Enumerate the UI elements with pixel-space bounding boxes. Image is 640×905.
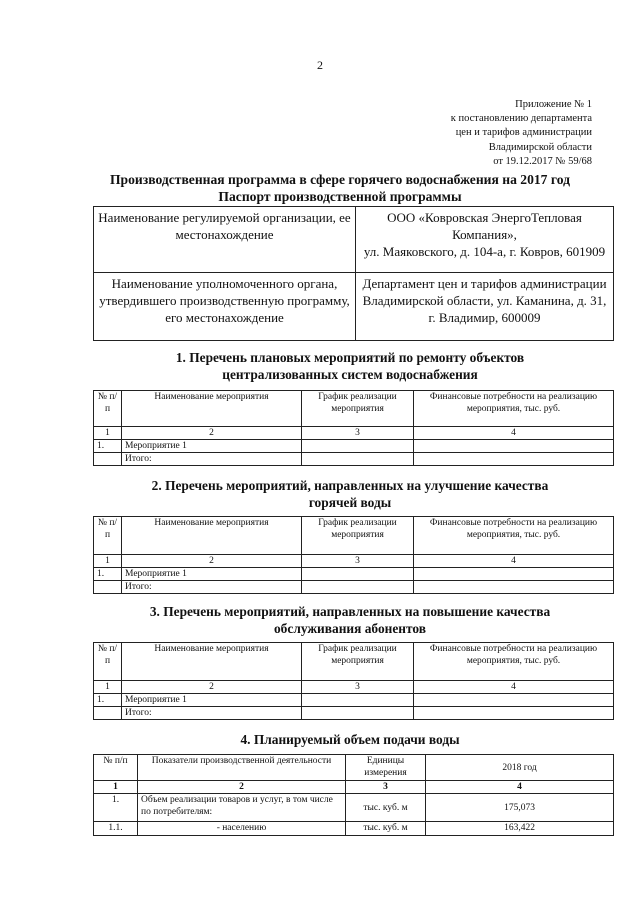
row-finance (414, 694, 614, 707)
col-number: 2 (122, 555, 302, 568)
row-num: 1.1. (94, 822, 138, 836)
total-schedule (302, 581, 414, 594)
appendix-line: к постановлению департамента (450, 113, 592, 125)
col-number: 3 (302, 427, 414, 440)
passport-table (93, 206, 614, 341)
col-number: 1 (94, 555, 122, 568)
appendix-block (402, 98, 592, 169)
section-2-heading-line2: горячей воды (308, 495, 392, 510)
header-finance: Финансовые потребности на реализацию мероприятия, тыс. руб. (414, 391, 614, 427)
passport-authority-address: г. Владимир, 600009 (428, 310, 541, 325)
row-num: 1. (94, 440, 122, 453)
header-indicator: Показатели производственной деятельности (138, 755, 346, 781)
section-3-heading-line2: обслуживания абонентов (273, 621, 427, 636)
col-number: 1 (94, 681, 122, 694)
header-finance: Финансовые потребности на реализацию мероприятия, тыс. руб. (414, 643, 614, 681)
row-schedule (302, 440, 414, 453)
header-finance: Финансовые потребности на реализацию мероприятия, тыс. руб. (414, 517, 614, 555)
header-unit: Единицы измерения (346, 755, 426, 781)
passport-org-label: Наименование регулируемой организации, ее местонахождение (94, 207, 356, 273)
section-4-table (93, 754, 614, 836)
header-schedule: График реализации мероприятия (302, 391, 414, 427)
total-num (94, 707, 122, 720)
col-number: 1 (94, 781, 138, 794)
passport-authority-value (356, 273, 614, 341)
col-number: 4 (414, 427, 614, 440)
col-number: 1 (94, 427, 122, 440)
row-unit: тыс. куб. м (346, 794, 426, 822)
col-number: 2 (122, 427, 302, 440)
row-name: Мероприятие 1 (122, 568, 302, 581)
col-number: 2 (138, 781, 346, 794)
total-schedule (302, 707, 414, 720)
col-number: 4 (426, 781, 614, 794)
col-number: 4 (414, 555, 614, 568)
section-1-heading-line2: централизованных систем водоснабжения (222, 367, 478, 382)
passport-org-value (356, 207, 614, 273)
appendix-line: цен и тарифов администрации (455, 127, 592, 139)
header-name: Наименование мероприятия (122, 391, 302, 427)
header-name: Наименование мероприятия (122, 517, 302, 555)
col-number: 2 (122, 681, 302, 694)
header-schedule: График реализации мероприятия (302, 517, 414, 555)
total-num (94, 581, 122, 594)
header-num: № п/п (94, 643, 122, 681)
page-number: 2 (317, 58, 323, 72)
section-2-table (93, 516, 614, 594)
header-schedule: График реализации мероприятия (302, 643, 414, 681)
header-year: 2018 год (426, 755, 614, 781)
row-indicator: Объем реализации товаров и услуг, в том числе по потребителям: (138, 794, 346, 822)
row-value: 163,422 (426, 822, 614, 836)
col-number: 3 (302, 681, 414, 694)
passport-org-address: ул. Маяковского, д. 104-а, г. Ковров, 601909 (363, 244, 606, 259)
row-value: 175,073 (426, 794, 614, 822)
section-1-heading-line1: 1. Перечень плановых мероприятий по ремонту объектов (175, 350, 525, 365)
section-3-heading-line1: 3. Перечень мероприятий, направленных на повышение качества (149, 604, 551, 619)
total-label: Итого: (122, 707, 302, 720)
col-number: 3 (302, 555, 414, 568)
row-schedule (302, 568, 414, 581)
total-schedule (302, 453, 414, 466)
row-indicator: - населению (138, 822, 346, 836)
document-title: Производственная программа в сфере горячего водоснабжения на 2017 год (109, 172, 570, 187)
header-num: № п/п (94, 517, 122, 555)
document-subtitle: Паспорт производственной программы (218, 189, 462, 204)
section-3-table (93, 642, 614, 720)
row-unit: тыс. куб. м (346, 822, 426, 836)
col-number: 3 (346, 781, 426, 794)
header-num: № п/п (94, 755, 138, 781)
header-num: № п/п (94, 391, 122, 427)
section-1-table (93, 390, 614, 466)
row-schedule (302, 694, 414, 707)
total-label: Итого: (122, 581, 302, 594)
header-name: Наименование мероприятия (122, 643, 302, 681)
row-finance (414, 440, 614, 453)
total-label: Итого: (122, 453, 302, 466)
total-finance (414, 707, 614, 720)
total-finance (414, 581, 614, 594)
appendix-line: Владимирской области (488, 141, 592, 153)
passport-authority-name: Департамент цен и тарифов администрации Владимирской области, ул. Каманина, д. 31, (362, 276, 607, 308)
section-4-heading: 4. Планируемый объем подачи воды (240, 732, 460, 747)
section-2-heading-line1: 2. Перечень мероприятий, направленных на улучшение качества (151, 478, 549, 493)
col-number: 4 (414, 681, 614, 694)
row-name: Мероприятие 1 (122, 694, 302, 707)
total-num (94, 453, 122, 466)
total-finance (414, 453, 614, 466)
appendix-line: Приложение № 1 (515, 99, 592, 110)
row-num: 1. (94, 794, 138, 822)
row-finance (414, 568, 614, 581)
passport-org-name: ООО «Ковровская ЭнергоТепловая Компания», (387, 210, 582, 242)
appendix-line: от 19.12.2017 № 59/68 (493, 155, 592, 167)
row-name: Мероприятие 1 (122, 440, 302, 453)
row-num: 1. (94, 568, 122, 581)
row-num: 1. (94, 694, 122, 707)
passport-authority-label: Наименование уполномоченного органа, утвердившего производственную программу, его местонахождение (94, 273, 356, 341)
